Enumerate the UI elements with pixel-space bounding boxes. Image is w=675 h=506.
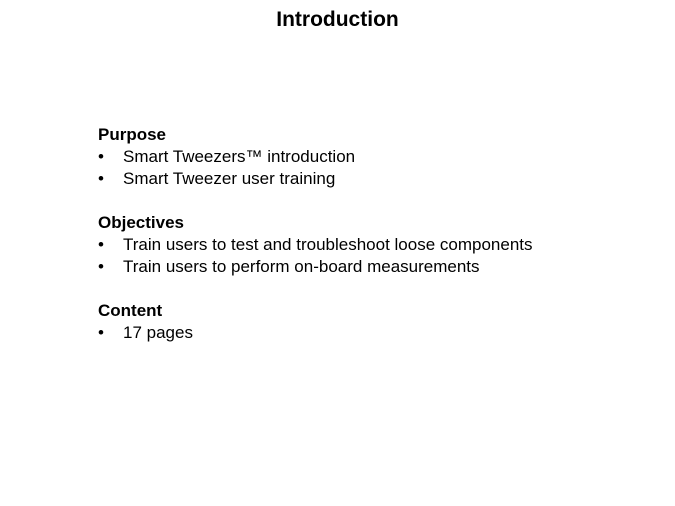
- slide-title: Introduction: [276, 8, 399, 31]
- section-purpose: [98, 124, 658, 190]
- section-objectives: [98, 212, 658, 278]
- list-item: [98, 146, 658, 168]
- bullet-text: Smart Tweezers™ introduction: [123, 147, 356, 166]
- list-item: [98, 322, 658, 344]
- section-heading-content: Content: [98, 301, 163, 320]
- list-item: [98, 168, 658, 190]
- bullet-icon: •: [98, 235, 104, 254]
- bullet-icon: •: [98, 169, 104, 188]
- bullet-list-objectives: [98, 234, 658, 278]
- section-heading-objectives: Objectives: [98, 213, 184, 232]
- list-item: [98, 234, 658, 256]
- bullet-icon: •: [98, 147, 104, 166]
- bullet-text: Smart Tweezer user training: [123, 169, 336, 188]
- section-heading-purpose: Purpose: [98, 125, 167, 144]
- bullet-text: Train users to perform on-board measurements: [123, 257, 480, 276]
- section-content: [98, 300, 658, 344]
- bullet-list-content: [98, 322, 658, 344]
- slide-content: [98, 124, 658, 366]
- list-item: [98, 256, 658, 278]
- bullet-icon: •: [98, 257, 104, 276]
- bullet-icon: •: [98, 323, 104, 342]
- bullet-text: 17 pages: [123, 323, 193, 342]
- bullet-text: Train users to test and troubleshoot loose components: [123, 235, 533, 254]
- bullet-list-purpose: [98, 146, 658, 190]
